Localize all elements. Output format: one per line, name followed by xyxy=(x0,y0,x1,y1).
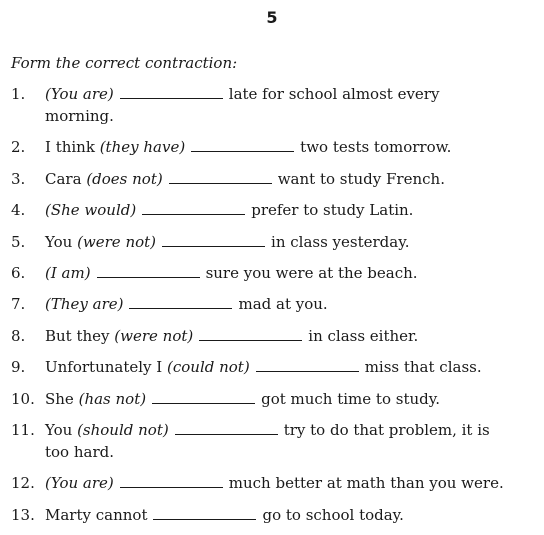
exercise-item xyxy=(11,419,511,463)
exercise-item xyxy=(11,83,511,127)
item-prefix: You xyxy=(45,420,78,439)
item-cue: (should not) xyxy=(77,420,169,439)
exercise-item xyxy=(11,356,511,378)
item-suffix: in class yesterday. xyxy=(271,232,410,251)
item-prefix: Cara xyxy=(45,169,87,188)
item-number: 3. xyxy=(11,169,26,188)
item-prefix: Unfortunately I xyxy=(45,358,167,377)
exercise-item xyxy=(11,168,511,190)
exercise-list xyxy=(11,83,511,535)
answer-blank[interactable] xyxy=(142,200,245,215)
item-prefix: She xyxy=(45,389,79,408)
item-suffix: want to study French. xyxy=(277,169,445,188)
answer-blank[interactable] xyxy=(256,357,359,372)
item-number: 1. xyxy=(11,85,26,103)
exercise-item xyxy=(11,136,511,158)
exercise-item xyxy=(11,472,511,494)
item-cue: (You are) xyxy=(45,474,114,493)
item-number: 13. xyxy=(11,505,35,524)
item-number: 6. xyxy=(11,263,26,282)
answer-blank[interactable] xyxy=(97,263,200,278)
item-cue: (has not) xyxy=(78,389,147,408)
item-cue: (were not) xyxy=(114,326,194,345)
item-number: 11. xyxy=(11,420,35,439)
exercise-item xyxy=(11,262,511,284)
item-prefix: But they xyxy=(45,326,115,345)
exercise-item xyxy=(11,388,511,410)
answer-blank[interactable] xyxy=(175,420,278,435)
exercise-item xyxy=(11,199,511,221)
answer-blank[interactable] xyxy=(152,389,255,404)
item-cue: (You are) xyxy=(45,85,114,103)
exercise-item xyxy=(11,325,511,347)
answer-blank[interactable] xyxy=(191,137,294,152)
item-suffix: go to school today. xyxy=(262,505,404,524)
item-prefix: Marty cannot xyxy=(45,505,148,524)
item-number: 9. xyxy=(11,358,26,377)
item-suffix: two tests tomorrow. xyxy=(300,138,452,157)
answer-blank[interactable] xyxy=(120,84,223,99)
item-cue: (were not) xyxy=(77,232,157,251)
exercise-item xyxy=(11,293,511,315)
answer-blank[interactable] xyxy=(162,232,265,247)
item-suffix: sure you were at the beach. xyxy=(205,263,418,282)
item-suffix: miss that class. xyxy=(364,358,482,377)
item-cue: (They are) xyxy=(45,295,124,314)
item-suffix: mad at you. xyxy=(238,295,328,314)
item-prefix: I think xyxy=(45,138,100,157)
item-number: 12. xyxy=(11,474,35,493)
item-number: 7. xyxy=(11,295,26,314)
item-suffix: prefer to study Latin. xyxy=(251,201,414,220)
item-cue: (they have) xyxy=(99,138,186,157)
item-suffix: try to do that problem, it is too hard. xyxy=(45,420,490,461)
answer-blank[interactable] xyxy=(153,505,256,520)
item-number: 10. xyxy=(11,389,35,408)
item-suffix: got much time to study. xyxy=(261,389,440,408)
answer-blank[interactable] xyxy=(129,294,232,309)
instructions: Form the correct contraction: xyxy=(11,54,238,72)
item-cue: (could not) xyxy=(167,358,250,377)
exercise-item xyxy=(11,504,511,526)
item-suffix: late for school almost every morning. xyxy=(45,85,440,125)
page-number: 5 xyxy=(266,8,278,27)
item-number: 2. xyxy=(11,138,26,157)
item-cue: (She would) xyxy=(45,201,137,220)
answer-blank[interactable] xyxy=(199,326,302,341)
item-cue: (I am) xyxy=(45,263,91,282)
item-suffix: in class either. xyxy=(308,326,419,345)
answer-blank[interactable] xyxy=(120,473,223,488)
item-number: 5. xyxy=(11,232,26,251)
item-suffix: much better at math than you were. xyxy=(228,474,504,493)
answer-blank[interactable] xyxy=(169,169,272,184)
item-number: 8. xyxy=(11,326,26,345)
exercise-item xyxy=(11,231,511,253)
item-number: 4. xyxy=(11,201,26,220)
item-cue: (does not) xyxy=(86,169,163,188)
item-prefix: You xyxy=(45,232,78,251)
